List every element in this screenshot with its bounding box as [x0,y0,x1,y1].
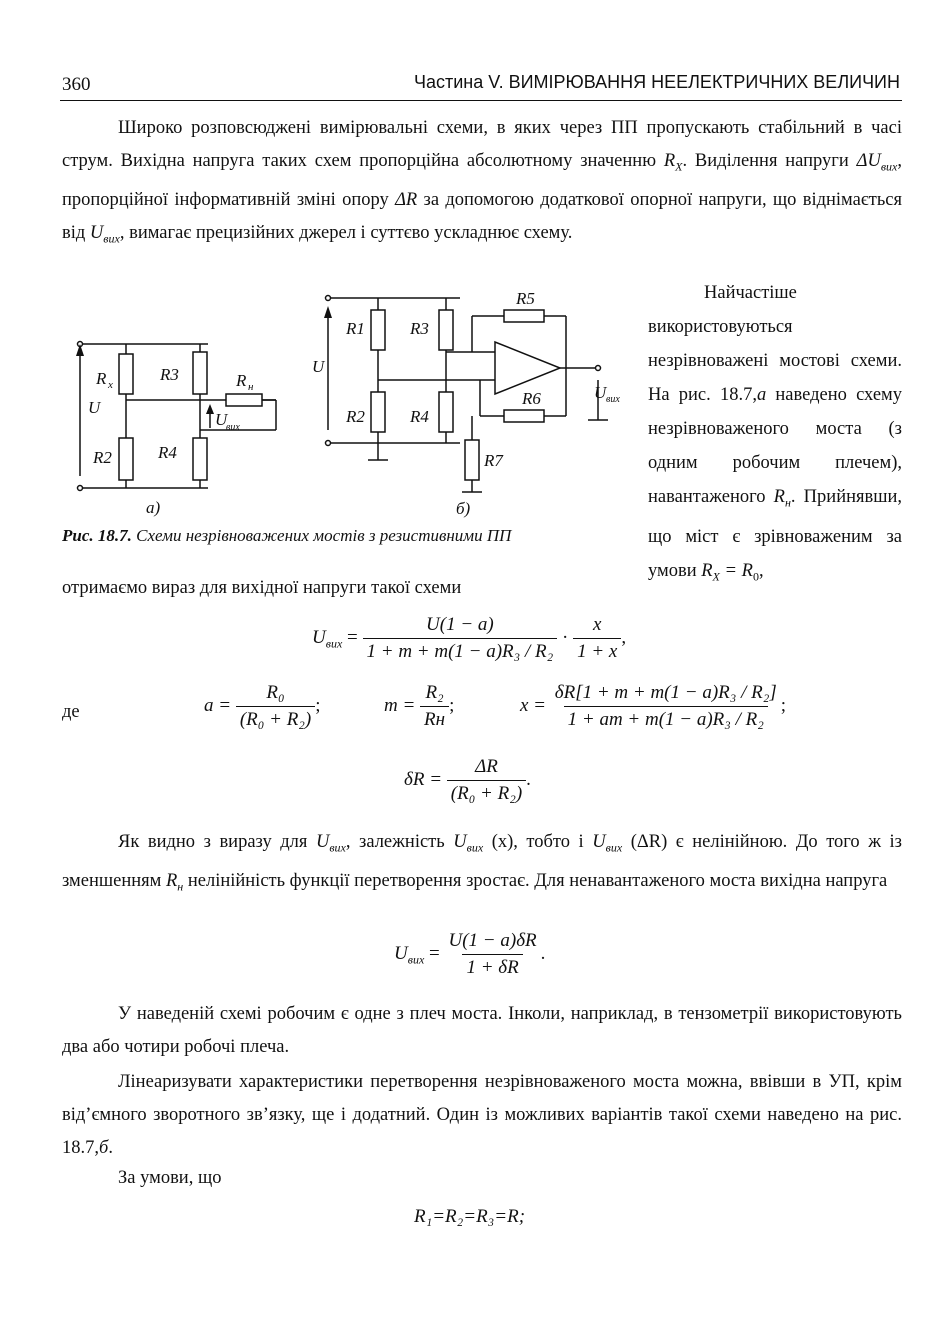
a-label-R3: R3 [160,365,179,384]
arms-paragraph: У наведеній схемі робочим є одне з плеч моста. Інколи, наприклад, в тензометрії використовують два або чотири робочі плеча. [62,1004,902,1057]
formula-a: a = $\frac{\text{R₀}}{\text{(R₀ + R₂)}}$ ; [204,682,321,730]
side-text-4: , [758,560,764,581]
intro-text-1: Широко розповсюджені вимірювальні схеми, в яких через ПП пропускають стабільний в часі струм. Вихідна напруга таких схем пропорційна абсолютному значенню [62,118,902,171]
formula-m: m = $\frac{\text{R₂}}{Rн}$ ; [384,682,455,730]
a-label-Uout: U [215,410,228,429]
b-label-R1: R1 [346,319,365,338]
formula-delta-r: δR = $\frac{\Delta R}{\text{(R₀ + R₂)}}$ . [404,756,531,804]
intro-rx-sub: X [675,159,683,174]
b-label-R4: R4 [410,407,429,426]
side-a: а [756,385,767,405]
where-label: де [62,702,80,722]
intro-du-sub: вих [880,159,898,174]
figure-caption [62,526,622,546]
a-figure-label: а) [146,498,161,517]
condition-paragraph: За умови, що [118,1168,222,1188]
side-cond: R [701,560,713,581]
b-label-U: U [312,357,325,376]
side-text-3: . Прийнявши, що міст є зрівноваженим за умови [648,487,903,581]
b-figure-label: б) [456,499,471,518]
f1-fraction-2: $\frac{x}{1 + x}$ [573,614,621,663]
formula-unloaded-output: $U_{вих}$ = $\frac{U(1 - a)\delta R}{1 + \delta R}$ . [394,930,546,978]
side-paragraph [648,276,902,593]
intro-du: ΔU [856,151,881,171]
running-header-title: Частина V. ВИМІРЮВАННЯ НЕЕЛЕКТРИЧНИХ ВЕЛИЧИН [413,72,900,92]
formula-output-voltage: $U_{вих}$ = $\frac{U(1 - a)}{\text{1 + m + m(1 − a)R₃ / R₂}}$ · $\frac{x}{1 + x}$ , [312,614,627,662]
nonlinearity-paragraph: Як видно з виразу для $U_{вих}$, залежність $U_{вих}$ (x), тобто і $U_{вих}$ (ΔR) є нелінійною. До того ж із зменшенням $R_н$ нелінійність функції перетворення зростає. Для ненавантаженого моста вихідна напруга [62,832,902,894]
b-label-R2: R2 [346,407,365,426]
b-label-Uout-sub: вих [606,394,620,405]
f1-fraction-1: $\frac{U(1 - a)}{\text{1 + m + m(1 − a)R₃ / R₂}}$ [363,614,558,663]
linearization-paragraph: Лінеаризувати характеристики перетворення незрівноваженого моста можна, ввівши в УП, крім від’ємного зворотного зв’язку, ще і додатний. Один із можливих варіантів такої схеми наведено на рис. 18.7,б. [62,1072,902,1158]
figure-18-7-circuits [60,280,620,520]
intro-text-5: , вимагає прецизійних джерел і суттєво ускладнює схему. [119,222,573,243]
intro-text-2: . Виділення напруги [682,151,857,171]
b-label-R7: R7 [484,451,503,470]
intro-u: U [89,222,104,243]
intro-paragraph [62,112,902,255]
b-label-R3: R3 [410,319,429,338]
side-text-2: наведено схему незрівноваженого моста (з одним робочим плечем), навантаженого [648,385,902,507]
derive-text: отримаємо вираз для вихідної напруги такої схеми [62,578,462,598]
a-label-Uout-sub: вих [226,422,240,433]
formula-equal-resistors: R₁=R₂=R₃=R; [414,1206,526,1227]
header-rule [60,100,902,101]
side-rn-sub: н [784,495,791,510]
a-label-U: U [88,398,101,417]
caption-label: Рис. 18.7. [62,526,132,545]
circuit-a [76,342,276,518]
b-label-R5: R5 [516,289,535,308]
a-label-R4: R4 [158,443,177,462]
b-label-R6: R6 [522,389,541,408]
f1-lhs: U [312,626,326,648]
a-label-Rn-sub: н [248,381,254,393]
side-cond-eq: = R [719,560,753,581]
b-label-Uout: U [594,383,607,402]
a-label-Rx-sub: x [108,379,113,391]
a-label-Rx: R [96,369,107,388]
intro-text-4: за допомогою додаткової опорної напруги, що віднімається від [62,189,903,243]
caption-text: Схеми незрівноважених мостів з резистивними ПП [131,526,512,545]
side-cond-sub2: 0 [752,569,759,584]
a-label-R2: R2 [93,448,112,467]
intro-text-3: , пропорційної інформативній зміні опору [62,151,902,210]
a-label-Rn: R [236,371,247,390]
intro-dr: ΔR [395,189,418,210]
side-rn: R [773,487,785,507]
circuit-b [312,289,620,518]
side-cond-sub: X [712,569,720,584]
f1-lhs-sub: вих [325,636,343,651]
formula-x: x = $\frac{\text{δR[1 + m + m(1 − a)R₃ / R₂]}}{\text{1 + am + m(1 − a)R₃ / R₂}}$ ; [520,682,787,730]
side-text-1: Найчастіше використовуються незрівноважені мостові схеми. На рис. 18.7, [648,283,902,405]
intro-rx: R [663,151,676,171]
intro-u-sub: вих [103,231,120,246]
page-number: 360 [62,74,91,95]
